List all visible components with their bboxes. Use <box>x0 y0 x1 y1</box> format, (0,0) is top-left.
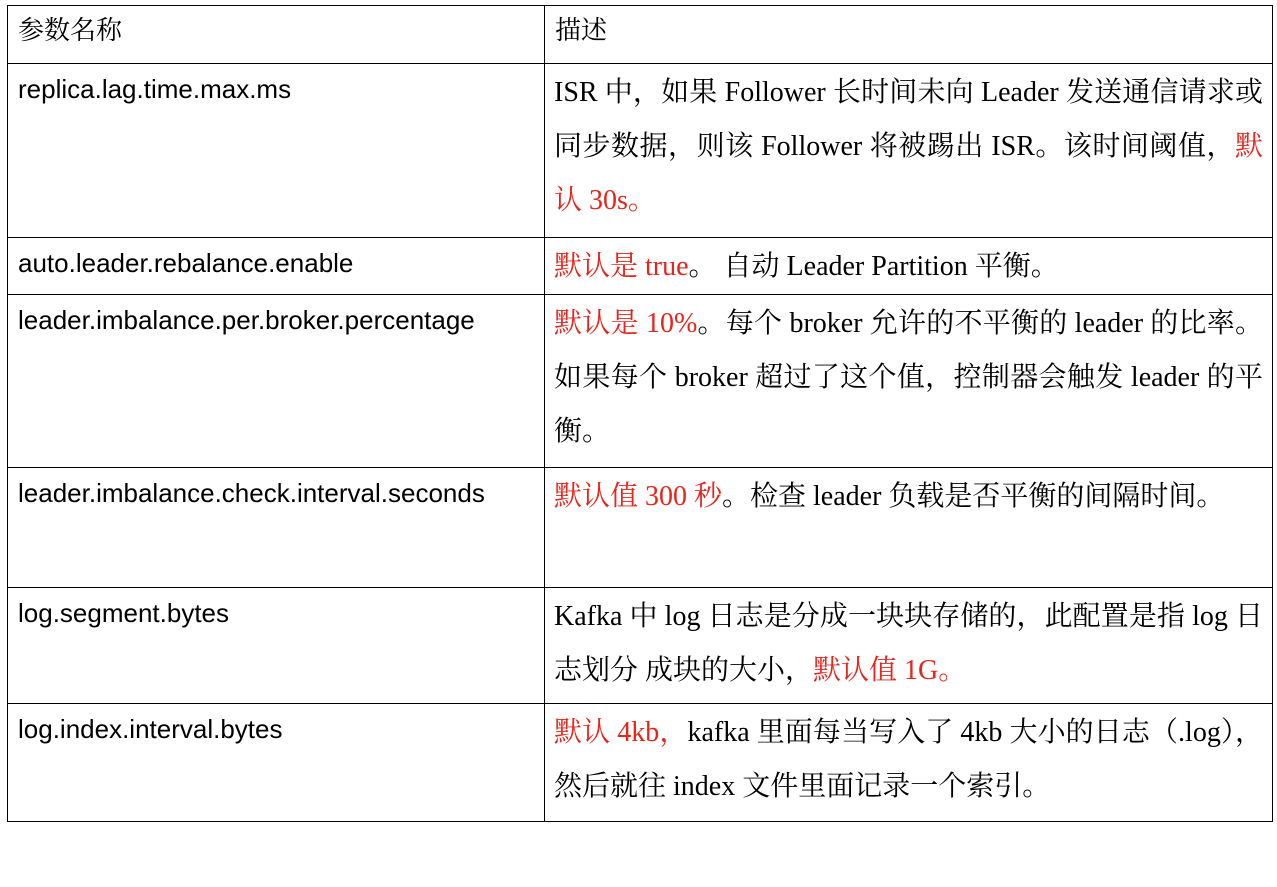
header-cell-desc <box>545 6 1273 64</box>
param-name-cell <box>8 295 545 468</box>
param-name: leader.imbalance.per.broker.percentage <box>18 305 475 335</box>
param-description <box>545 295 1272 459</box>
param-desc-cell <box>545 64 1273 238</box>
param-name: log.segment.bytes <box>18 598 230 628</box>
param-description <box>545 704 1272 814</box>
default-value-highlight: 默认是 10% <box>554 308 698 339</box>
param-name: leader.imbalance.check.interval.seconds <box>18 478 485 508</box>
desc-text-after: kafka 里面每当写入了 4kb 大小的日志（.log），然后就往 index 文件里面记录一个索引。 <box>554 717 1263 802</box>
param-name-cell <box>8 468 545 588</box>
table-row <box>8 704 1273 822</box>
param-desc-cell <box>545 704 1273 822</box>
param-desc-cell <box>545 238 1273 295</box>
param-name: auto.leader.rebalance.enable <box>18 248 354 278</box>
param-description <box>545 588 1272 698</box>
param-name-cell <box>8 704 545 822</box>
header-name-label: 参数名称 <box>18 16 123 46</box>
table-row <box>8 238 1273 295</box>
default-value-highlight: 默认 30s。 <box>554 131 1263 216</box>
param-name-cell <box>8 64 545 238</box>
header-cell-name <box>8 6 545 64</box>
desc-text-after: 。每个 broker 允许的不平衡的 leader 的比率。如果每个 broker 超过了这个值，控制器会触发 leader 的平衡。 <box>554 308 1264 447</box>
parameter-table <box>7 5 1273 822</box>
param-description <box>545 64 1272 228</box>
default-value-highlight: 默认是 true <box>554 251 689 282</box>
table-header-row <box>8 6 1273 64</box>
desc-text-after: 。检查 leader 负载是否平衡的间隔时间。 <box>722 481 1225 512</box>
header-desc-label: 描述 <box>555 16 608 46</box>
table-row <box>8 295 1273 468</box>
desc-text: ISR 中，如果 Follower 长时间未向 Leader 发送通信请求或同步数据，则该 Follower 将被踢出 ISR。该时间阈值， <box>554 77 1263 162</box>
default-value-highlight: 默认 4kb， <box>554 717 688 748</box>
desc-text-after: 。 自动 Leader Partition 平衡。 <box>688 251 1059 282</box>
table-row <box>8 468 1273 588</box>
param-name-cell <box>8 238 545 295</box>
table-row <box>8 588 1273 704</box>
param-name-cell <box>8 588 545 704</box>
param-desc-cell <box>545 468 1273 588</box>
default-value-highlight: 默认值 300 秒 <box>554 481 723 512</box>
table-row <box>8 64 1273 238</box>
param-desc-cell <box>545 295 1273 468</box>
param-description <box>545 468 1272 524</box>
default-value-highlight: 默认值 1G。 <box>813 655 967 686</box>
param-description <box>545 238 1272 294</box>
param-name: log.index.interval.bytes <box>18 714 283 744</box>
param-desc-cell <box>545 588 1273 704</box>
param-name: replica.lag.time.max.ms <box>18 74 292 104</box>
desc-text: Kafka 中 log 日志是分成一块块存储的，此配置是指 log 日志划分 成块的大小， <box>554 601 1263 686</box>
